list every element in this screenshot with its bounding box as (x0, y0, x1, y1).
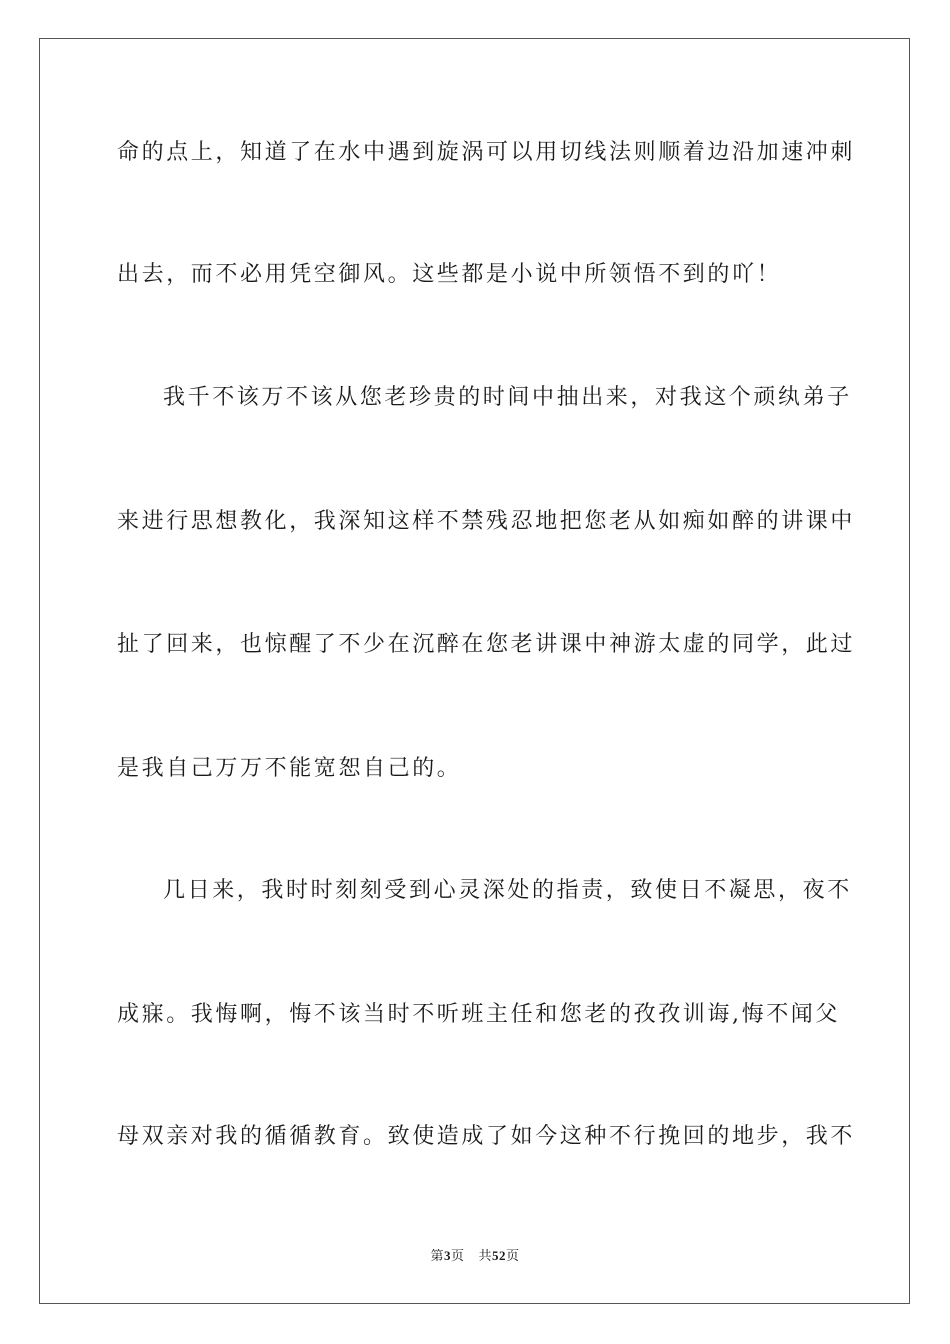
current-page-number: 3 (444, 1248, 452, 1263)
paragraph-first-line: 我千不该万不该从您老珍贵的时间中抽出来，对我这个顽纨弟子 (163, 385, 852, 410)
page-prefix: 第 (430, 1249, 445, 1264)
body-line: 是我自己万万不能宽恕自己的。 (117, 756, 462, 781)
total-unit: 页 (505, 1249, 520, 1264)
page-footer (0, 1245, 950, 1264)
total-prefix: 共 (478, 1249, 492, 1264)
total-page-count: 52 (491, 1248, 506, 1263)
page-border (39, 38, 910, 1304)
body-line: 命的点上，知道了在水中遇到旋涡可以用切线法则顺着边沿加速冲刺 (117, 140, 856, 165)
body-line: 母双亲对我的循循教育。致使造成了如今这种不行挽回的地步，我不 (117, 1124, 856, 1149)
body-line: 扯了回来，也惊醒了不少在沉醉在您老讲课中神游太虚的同学，此过 (117, 632, 856, 657)
page-unit: 页 (451, 1249, 465, 1264)
paragraph-first-line: 几日来，我时时刻刻受到心灵深处的指责，致使日不凝思，夜不 (163, 878, 852, 903)
body-line: 成寐。我悔啊，悔不该当时不听班主任和您老的孜孜训诲,悔不闻父 (117, 1002, 840, 1027)
body-line: 出去，而不必用凭空御风。这些都是小说中所领悟不到的吖！ (117, 262, 782, 287)
body-line: 来进行思想教化，我深知这样不禁残忍地把您老从如痴如醉的讲课中 (117, 509, 856, 534)
